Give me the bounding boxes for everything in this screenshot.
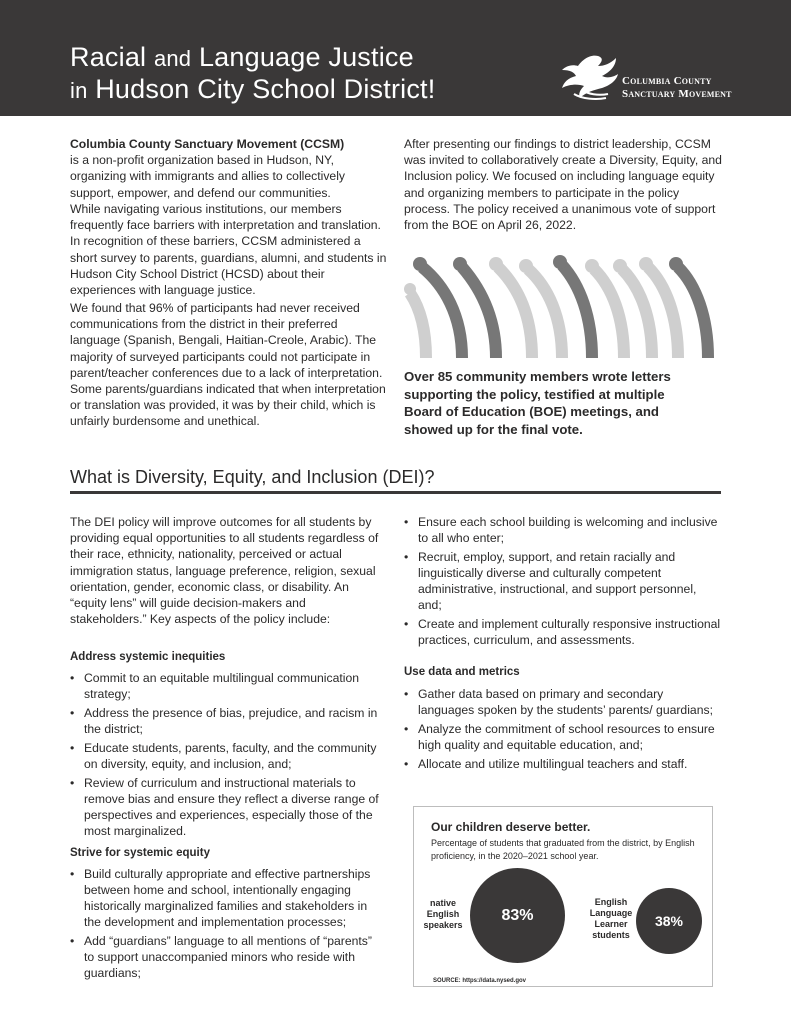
list-address-inequities: [70, 670, 382, 842]
dei-section-title: What is Diversity, Equity, and Inclusion (DEI)?: [70, 467, 435, 487]
stats-title: Our children deserve better.: [431, 820, 591, 834]
list-item: • Create and implement culturally responsive instructional practices, curriculum, and assessments.: [404, 616, 722, 648]
subhead-data-metrics: Use data and metrics: [404, 666, 520, 678]
stat-label-ell: English Language Learner students: [589, 897, 633, 940]
list-item: • Educate students, parents, faculty, and the community on diversity, equity, and inclusion, and;: [70, 740, 382, 772]
header-banner: [0, 0, 791, 116]
intro-paragraph-2: While navigating various institutions, our members frequently face barriers with interpretation and translation. In recognition of these barriers, CCSM administered a short survey to parents, guardians, alumni, and students in Hudson City School District (HCSD) about their experiences with language justice.: [70, 202, 387, 298]
list-item: • Review of curriculum and instructional materials to remove bias and ensure they reflect a diverse range of perspectives and experiences, especially those of the most marginalized.: [70, 775, 382, 839]
list-item: • Analyze the commitment of school resources to ensure high quality and equitable education, and;: [404, 721, 722, 753]
list-data-metrics: [404, 686, 722, 775]
stat-label-native: native English speakers: [423, 898, 463, 930]
intro-paragraph-4: After presenting our findings to district leadership, CCSM was invited to collaboratively create a Diversity, Equity, and Inclusion policy. We focused on including language equity and organizing members to participate in the policy process. The policy received a unanimous vote of support from the BOE on April 26, 2022.: [404, 137, 722, 233]
list-item: • Address the presence of bias, prejudice, and racism in the district;: [70, 705, 382, 737]
stat-circle-native: 83%: [470, 868, 565, 963]
section-divider: [70, 491, 721, 494]
list-systemic-equity-part2: [404, 514, 722, 651]
list-item: • Recruit, employ, support, and retain racially and linguistically diverse and culturally competent administrative, instructional, and support personnel, and;: [404, 549, 722, 613]
intro-paragraph-1: Columbia County Sanctuary Movement (CCSM) is a non-profit organization based in Hudson, NY, organizing with immigrants and allies to collectively support, empower, and defend our communities.: [70, 137, 346, 200]
subhead-systemic-equity: Strive for systemic equity: [70, 847, 210, 859]
logo-text: Columbia County Sanctuary Movement: [622, 75, 732, 100]
stats-source: SOURCE: https://data.nysed.gov: [433, 978, 527, 984]
list-item: • Gather data based on primary and secondary languages spoken by the students’ parents/ guardians;: [404, 686, 722, 718]
stat-circle-ell: 38%: [636, 888, 702, 954]
list-item: • Add “guardians” language to all mentions of “parents” to support unaccompanied minors who reside with guardians;: [70, 933, 382, 981]
stats-subtitle: Percentage of students that graduated from the district, by English proficiency, in the 2020–2021 school year.: [431, 838, 695, 861]
list-item: • Commit to an equitable multilingual communication strategy;: [70, 670, 382, 702]
subhead-address-inequities: Address systemic inequities: [70, 651, 226, 663]
raised-hands-icon: [404, 255, 714, 360]
list-item: • Ensure each school building is welcoming and inclusive to all who enter;: [404, 514, 722, 546]
list-item: • Build culturally appropriate and effective partnerships between home and school, intentionally engaging historically marginalized families and stakeholders in the development and implementation processes;: [70, 866, 382, 930]
page-title: Racial and Language Justice in Hudson City School District!: [70, 42, 436, 104]
callout-text: Over 85 community members wrote letters supporting the policy, testified at multiple Board of Education (BOE) meetings, and showed up for the final vote.: [404, 369, 671, 437]
list-systemic-equity-part1: [70, 866, 382, 984]
list-item: • Allocate and utilize multilingual teachers and staff.: [404, 756, 722, 772]
intro-paragraph-3: We found that 96% of participants had never received communications from the district in their preferred language (Spanish, Bengali, Haitian-Creole, Arabic). The majority of surveyed participants could not participate in parent/teacher conferences due to a lack of interpretation. Some parents/guardians indicated that when interpretation or translation was provided, it was by their child, which is unfairly burdensome and unethical.: [70, 301, 386, 429]
dei-intro: The DEI policy will improve outcomes for all students by providing equal opportunities to all students regardless of their race, ethnicity, nationality, perceived or actual immigration status, language preference, religion, sexual orientation, gender, economic class, or disability. An “equity lens” will guide decision-makers and stakeholders.” Key aspects of the policy include:: [70, 515, 379, 627]
